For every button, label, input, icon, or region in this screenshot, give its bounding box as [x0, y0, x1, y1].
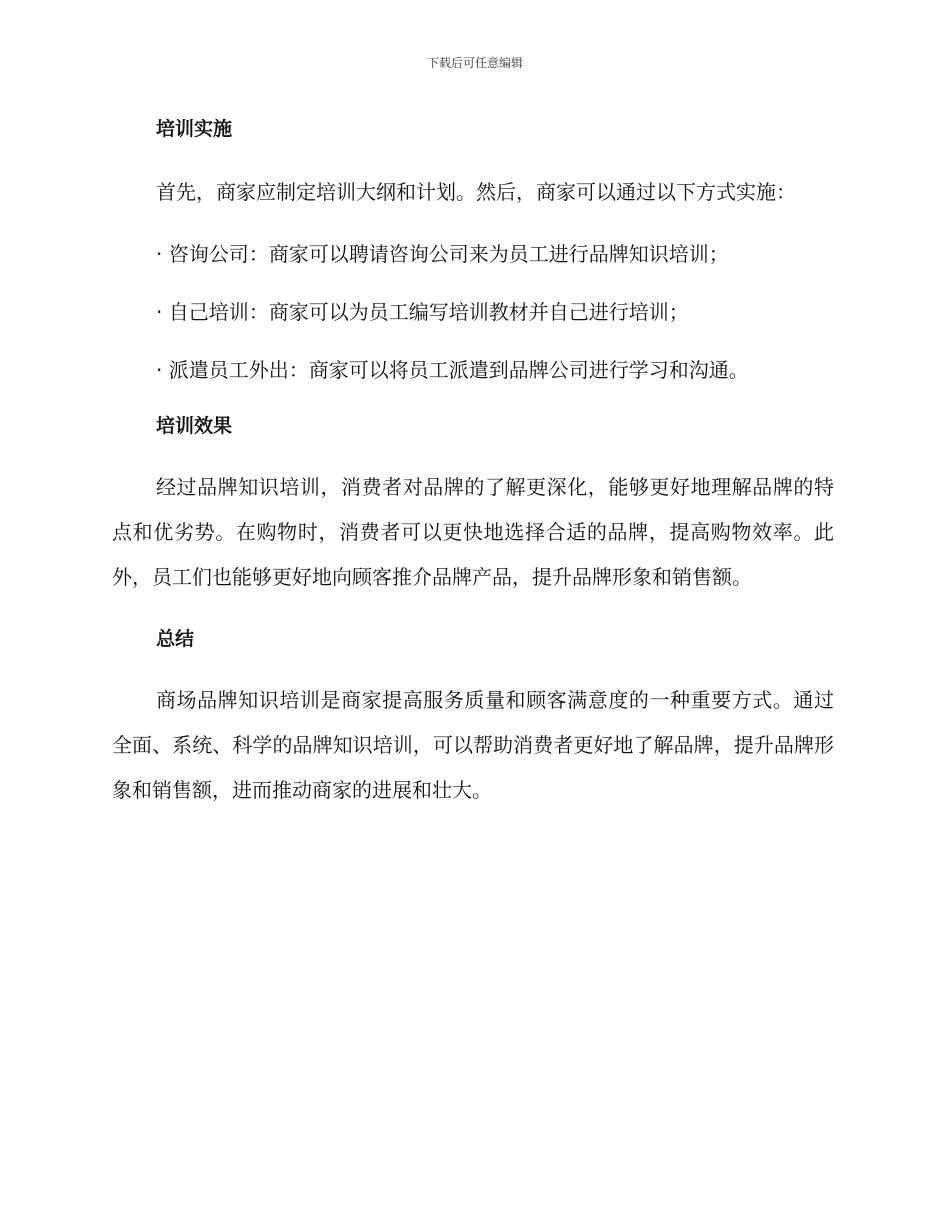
effect-paragraph: 经过品牌知识培训，消费者对品牌的了解更深化，能够更好地理解品牌的特点和优劣势。在购物时，消费者可以更快地选择合适的品牌，提高购物效率。此外，员工们也能够更好地向顾客推介品牌产品，提升品牌形象和销售额。: [112, 475, 834, 589]
bullet-item-dispatch: · 派遣员工外出：商家可以将员工派遣到品牌公司进行学习和沟通。: [156, 358, 749, 382]
implementation-intro: 首先，商家应制定培训大纲和计划。然后，商家可以通过以下方式实施：: [156, 180, 796, 204]
section-heading-implementation: 培训实施: [156, 118, 233, 140]
document-body: [112, 114, 834, 813]
running-header: 下载后可任意编辑: [426, 56, 523, 70]
section-heading-summary: 总结: [156, 628, 195, 650]
section-heading-effect: 培训效果: [156, 415, 233, 437]
bullet-item-self-training: · 自己培训：商家可以为员工编写培训教材并自己进行培训；: [156, 300, 689, 324]
summary-paragraph: 商场品牌知识培训是商家提高服务质量和顾客满意度的一种重要方式。通过全面、系统、科学的品牌知识培训，可以帮助消费者更好地了解品牌，提升品牌形象和销售额，进而推动商家的进展和壮大。: [112, 688, 834, 802]
bullet-item-consulting: · 咨询公司：商家可以聘请咨询公司来为员工进行品牌知识培训；: [156, 242, 729, 266]
